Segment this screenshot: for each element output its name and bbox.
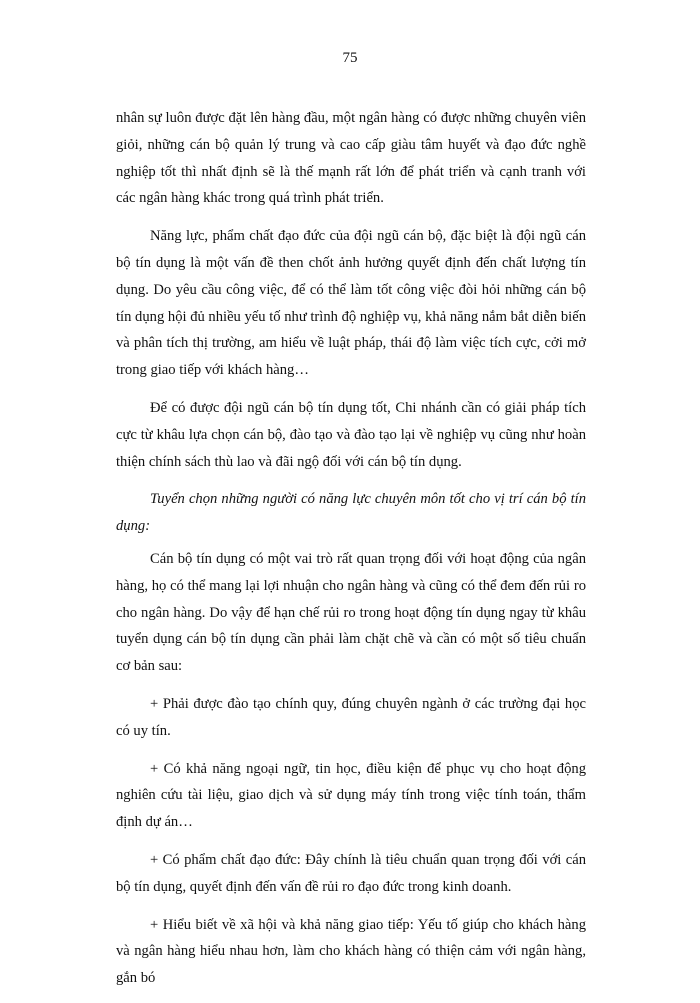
paragraph-continuation: nhân sự luôn được đặt lên hàng đầu, một ngân hàng có được những chuyên viên giỏi, những cán bộ quản lý trung và cao cấp giàu tâm huyết và đạo đức nghề nghiệp tốt thì nhất định sẽ là thế mạnh rất lớn để phát triển và cạnh tranh với các ngân hàng khác trong quá trình phát triển.: [116, 110, 586, 207]
document-body: [116, 105, 586, 1003]
paragraph-branch-solution: Để có được đội ngũ cán bộ tín dụng tốt, Chi nhánh cần có giải pháp tích cực từ khâu lựa chọn cán bộ, đào tạo và đào tạo lại về nghiệp vụ cũng như hoàn thiện chính sách thù lao và đãi ngộ đối với cán bộ tín dụng.: [116, 399, 586, 470]
paragraph-staff-capability: Năng lực, phẩm chất đạo đức của đội ngũ cán bộ, đặc biệt là đội ngũ cán bộ tín dụng là một vấn đề then chốt ảnh hưởng quyết định đến chất lượng tín dụng. Do yêu cầu công việc, để có thể làm tốt công việc đòi hỏi những cán bộ tín dụng hội đủ nhiều yếu tố như trình độ nghiệp vụ, khả năng nắm bắt diễn biến và phân tích thị trường, am hiểu về luật pháp, thái độ làm việc tích cực, cởi mở trong giao tiếp với khách hàng…: [116, 228, 586, 379]
subheading-recruitment: Tuyển chọn những người có năng lực chuyên môn tốt cho vị trí cán bộ tín dụng:: [116, 491, 586, 535]
paragraph-credit-officer-role: Cán bộ tín dụng có một vai trò rất quan trọng đối với hoạt động của ngân hàng, họ có thể mang lại lợi nhuận cho ngân hàng và cũng có thể đem đến rủi ro cho ngân hàng. Do vậy để hạn chế rủi ro trong hoạt động tín dụng ngay từ khâu tuyển dụng cán bộ tín dụng cần phải làm chặt chẽ và cần có một số tiêu chuẩn cơ bản sau:: [116, 550, 586, 675]
criterion-social-communication: + Hiểu biết về xã hội và khả năng giao tiếp: Yếu tố giúp cho khách hàng và ngân hàng hiểu nhau hơn, làm cho khách hàng có thiện cảm với ngân hàng, gắn bó: [116, 916, 586, 987]
page-number: 75: [342, 50, 358, 66]
criterion-ethics: + Có phẩm chất đạo đức: Đây chính là tiêu chuẩn quan trọng đối với cán bộ tín dụng, quyết định đến vấn đề rủi ro đạo đức trong kinh doanh.: [116, 851, 586, 895]
criterion-formal-training: + Phải được đào tạo chính quy, đúng chuyên ngành ở các trường đại học có uy tín.: [116, 695, 586, 739]
criterion-language-it: + Có khả năng ngoại ngữ, tin học, điều kiện để phục vụ cho hoạt động nghiên cứu tài liệu, giao dịch và sử dụng máy tính trong việc tính toán, thẩm định dự án…: [116, 760, 586, 831]
